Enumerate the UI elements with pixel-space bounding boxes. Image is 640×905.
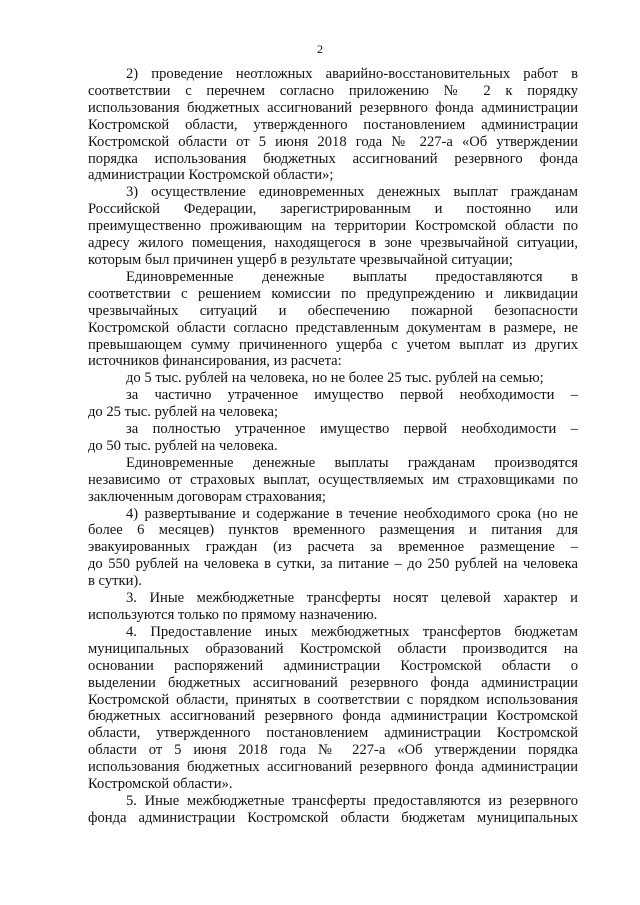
text-line: основании распоряжений администрации Костромской области о: [88, 657, 578, 674]
text-line: администрации Костромской области»;: [88, 167, 334, 184]
text-line: в сутки).: [88, 573, 142, 590]
document-body: [88, 66, 578, 827]
text-line: за полностью утраченное имущество первой необходимости –: [126, 421, 578, 438]
text-line: Российской Федерации, зарегистрированным и постоянно или: [88, 201, 578, 218]
text-line: 5. Иные межбюджетные трансферты предоставляются из резервного: [126, 792, 578, 809]
text-line: области от 5 июня 2018 года № 227-а «Об утверждении порядка: [88, 742, 578, 759]
text-line: 3. Иные межбюджетные трансферты носят целевой характер и: [126, 590, 578, 607]
text-line: более 6 месяцев) пунктов временного размещения и питания для: [88, 522, 578, 539]
text-line: эвакуированных граждан (из расчета за временное размещение –: [88, 539, 578, 556]
text-line: независимо от страховых выплат, осуществляемых им страховщиками по: [88, 471, 578, 488]
text-line: фонда администрации Костромской области бюджетам муниципальных: [88, 809, 578, 826]
text-line: Костромской области, утвержденного постановлением администрации: [88, 116, 578, 133]
text-line: адресу жилого помещения, находящегося в зоне чрезвычайной ситуации,: [88, 235, 578, 252]
text-line: преимущественно проживающим на территории Костромской области по: [88, 218, 578, 235]
text-line: 4) развертывание и содержание в течение необходимого срока (но не: [126, 505, 578, 522]
text-line: заключенным договорам страхования;: [88, 488, 326, 505]
text-line: за частично утраченное имущество первой необходимости –: [126, 387, 578, 404]
text-line: до 5 тыс. рублей на человека, но не более 25 тыс. рублей на семью;: [126, 370, 544, 387]
text-line: источников финансирования, из расчета:: [88, 353, 342, 370]
text-line: Единовременные денежные выплаты гражданам производятся: [126, 454, 578, 471]
text-line: использования бюджетных ассигнований резервного фонда администрации: [88, 759, 578, 776]
text-line: превышающем сумму причиненного ущерба с учетом выплат из других: [88, 336, 578, 353]
text-line: 2) проведение неотложных аварийно-восстановительных работ в: [126, 66, 578, 82]
text-line: которым был причинен ущерб в результате чрезвычайной ситуации;: [88, 251, 513, 268]
page-number: 2: [317, 42, 323, 56]
text-line: муниципальных образований Костромской области производится на: [88, 640, 578, 657]
text-line: области, утвержденного постановлением администрации Костромской: [88, 725, 578, 742]
text-line: до 50 тыс. рублей на человека.: [88, 437, 278, 454]
text-line: выделении бюджетных ассигнований резервного фонда администрации: [88, 674, 578, 691]
text-line: 3) осуществление единовременных денежных выплат гражданам: [126, 184, 578, 201]
text-line: Единовременные денежные выплаты предоставляются в: [126, 268, 578, 285]
text-line: бюджетных ассигнований резервного фонда администрации Костромской: [88, 708, 578, 725]
text-line: соответствии с решением комиссии по предупреждению и ликвидации: [88, 285, 578, 302]
text-line: соответствии с перечнем согласно приложению № 2 к порядку: [88, 82, 578, 99]
text-line: Костромской области от 5 июня 2018 года № 227-а «Об утверждении: [88, 133, 578, 150]
text-line: 4. Предоставление иных межбюджетных трансфертов бюджетам: [126, 623, 578, 640]
text-line: Костромской области, принятых в соответствии с порядком использования: [88, 691, 578, 708]
text-line: Костромской области согласно представленным документам в размере, не: [88, 319, 578, 336]
text-line: до 550 рублей на человека в сутки, за питание – до 250 рублей на человека: [88, 556, 578, 573]
text-line: используются только по прямому назначению.: [88, 607, 378, 623]
text-line: порядка использования бюджетных ассигнований резервного фонда: [88, 150, 578, 167]
text-line: до 25 тыс. рублей на человека;: [88, 404, 279, 421]
text-line: использования бюджетных ассигнований резервного фонда администрации: [88, 99, 578, 116]
text-line: Костромской области».: [88, 776, 233, 793]
text-line: чрезвычайных ситуаций и обеспечению пожарной безопасности: [88, 302, 578, 319]
